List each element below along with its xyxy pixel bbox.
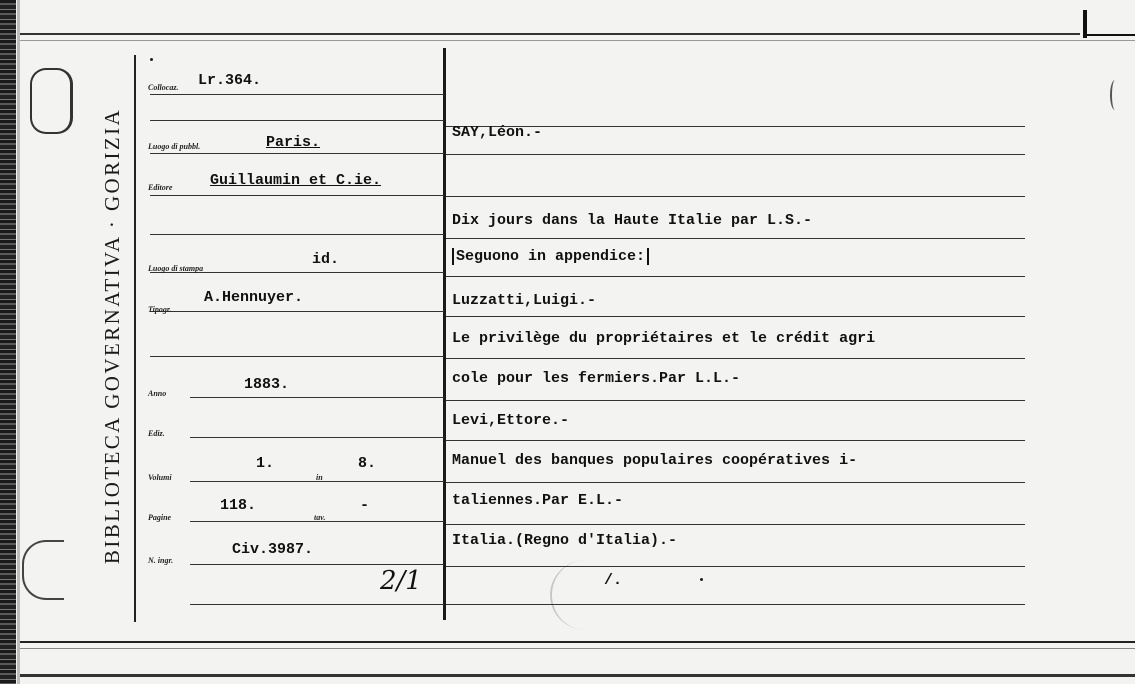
handwritten-mark: 2/1 (380, 566, 422, 596)
rule-entry-7 (446, 400, 1025, 401)
value-tipografo: A.Hennuyer. (204, 289, 304, 306)
rule-entry-2 (446, 196, 1025, 197)
rule-entry-5 (446, 316, 1025, 317)
value-num-ingr: Civ.3987. (232, 541, 314, 558)
entry-10: Italia.(Regno d'Italia).- (452, 532, 678, 549)
entry-9: taliennes.Par E.L.- (452, 492, 624, 509)
left-column-rule (134, 55, 136, 622)
rule-entry-9 (446, 482, 1025, 483)
rule-blank-4 (190, 604, 444, 605)
entry-4: Luzzatti,Luigi.- (452, 292, 597, 309)
rule-entry-6 (446, 358, 1025, 359)
label-tav: tav. (314, 513, 326, 522)
label-luogo-stampa: Luogo di stampa (148, 264, 204, 273)
entry-2: Dix jours dans la Haute Italie par L.S.- (452, 212, 813, 229)
value-anno: 1883. (244, 376, 290, 393)
bottom-rule-faint (20, 648, 1135, 649)
card-left-edge (0, 0, 16, 684)
middle-column-rule (443, 48, 446, 620)
bottom-rule (20, 641, 1135, 643)
rule-blank-2 (150, 234, 444, 235)
stray-mark: /. (604, 572, 623, 589)
label-volumi: Volumi (148, 473, 172, 482)
entry-3 (452, 248, 649, 265)
library-name: BIBLIOTECA GOVERNATIVA · GORIZIA (100, 107, 124, 565)
label-editore: Editore (148, 183, 173, 192)
rule-editore (150, 195, 444, 196)
bottom-edge (20, 674, 1135, 677)
rule-anno (190, 397, 444, 398)
value-editore: Guillaumin et C.ie. (210, 172, 382, 189)
label-anno: Anno (148, 389, 167, 398)
rule-blank-3 (150, 356, 444, 357)
rule-collocazione (150, 94, 444, 95)
rule-entry-10 (446, 524, 1025, 525)
rule-entry-8 (446, 440, 1025, 441)
entry-5: Le privilège du propriétaires et le crédit agri (452, 330, 876, 347)
punch-hole-bottom (22, 540, 64, 600)
rule-blank-1 (150, 120, 444, 121)
rule-entry-3 (446, 238, 1025, 239)
label-ediz: Ediz. (148, 429, 165, 438)
entry-8: Manuel des banques populaires coopératives i- (452, 452, 858, 469)
top-rule (20, 33, 1080, 35)
rule-num-ingr (190, 564, 444, 565)
value-luogo-stampa: id. (312, 251, 340, 268)
rule-ediz (190, 437, 444, 438)
label-volumi-in: in (316, 473, 323, 482)
label-collocazione: Collocaz. (148, 83, 179, 92)
label-pagine: Pagine (148, 513, 172, 522)
entry-3-text: Seguono in appendice: (452, 248, 649, 265)
top-rule-faint (20, 40, 1135, 41)
entry-7: Levi,Ettore.- (452, 412, 570, 429)
label-luogo-pubbl: Luogo di pubbl. (148, 142, 201, 151)
value-pagine: 118. (220, 497, 257, 514)
label-tipografo: Tipogr. (148, 305, 172, 314)
value-tav: - (360, 497, 370, 514)
value-volumi: 1. (256, 455, 275, 472)
ink-dot-top (150, 58, 153, 61)
rule-entry-12 (446, 604, 1025, 605)
value-luogo-pubbl: Paris. (266, 134, 321, 151)
rule-entry-4 (446, 276, 1025, 277)
rule-luogo-pubbl (150, 153, 444, 154)
value-collocazione: Lr.364. (198, 72, 262, 89)
card-left-edge-shadow (17, 0, 20, 684)
rule-entry-1 (446, 154, 1025, 155)
value-volumi-in: 8. (358, 455, 377, 472)
punch-hole-top (30, 68, 73, 134)
right-edge-mark (1110, 80, 1120, 110)
corner-mark-rule (1087, 34, 1135, 36)
rule-entry-11 (446, 566, 1025, 567)
rule-tipografo (150, 311, 444, 312)
faint-stamp-arc (550, 560, 622, 630)
entry-0: SAY,Léon.- (452, 124, 543, 141)
label-num-ingr: N. ingr. (148, 556, 174, 565)
ink-dot (700, 578, 703, 581)
entry-6: cole pour les fermiers.Par L.L.- (452, 370, 741, 387)
